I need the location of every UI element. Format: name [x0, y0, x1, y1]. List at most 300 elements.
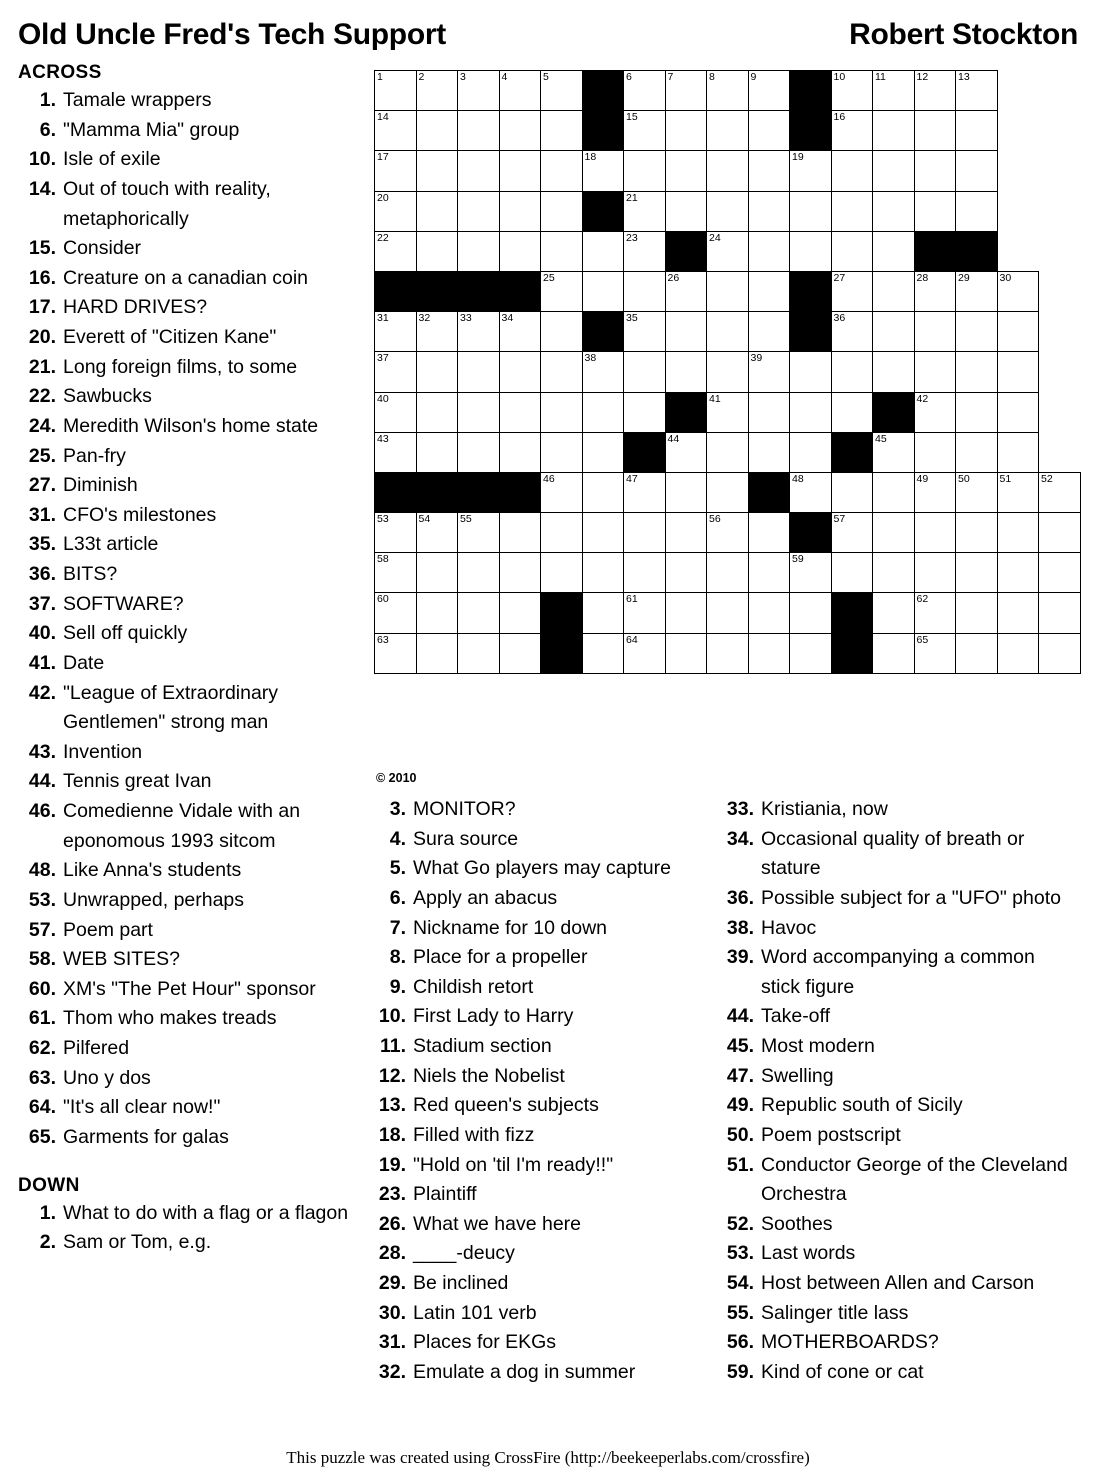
clue-item[interactable] — [18, 116, 363, 146]
clue-item[interactable] — [18, 501, 363, 531]
clue-item[interactable] — [18, 353, 363, 383]
grid-cell[interactable] — [707, 593, 749, 633]
grid-cell[interactable] — [375, 111, 417, 151]
grid-cell[interactable] — [707, 312, 749, 352]
grid-cell[interactable] — [665, 553, 707, 593]
grid-cell[interactable] — [956, 271, 998, 311]
clue-item[interactable] — [368, 1239, 708, 1269]
grid-cell[interactable] — [624, 513, 666, 553]
clue-item[interactable] — [716, 1151, 1076, 1210]
clue-number: 58. — [28, 948, 56, 971]
grid-cell[interactable] — [416, 392, 458, 432]
clue-item[interactable] — [368, 914, 708, 944]
grid-cell[interactable] — [624, 231, 666, 271]
grid-cell[interactable] — [541, 191, 583, 231]
grid-cell[interactable] — [375, 231, 417, 271]
grid-cell[interactable] — [997, 312, 1039, 352]
clue-item[interactable] — [18, 323, 363, 353]
grid-cell[interactable] — [375, 513, 417, 553]
clue-item[interactable] — [716, 1002, 1076, 1032]
clue-item[interactable] — [18, 412, 363, 442]
grid-cell[interactable] — [748, 191, 790, 231]
grid-cell[interactable] — [997, 513, 1039, 553]
grid-cell[interactable] — [914, 392, 956, 432]
grid-cell[interactable] — [375, 71, 417, 111]
grid-cell[interactable] — [665, 312, 707, 352]
grid-cell[interactable] — [748, 111, 790, 151]
clue-item[interactable] — [18, 916, 363, 946]
clue-item[interactable] — [18, 234, 363, 264]
grid-cell[interactable] — [997, 472, 1039, 512]
grid-cell[interactable] — [914, 151, 956, 191]
grid-cell[interactable] — [997, 593, 1039, 633]
clue-item[interactable] — [716, 1299, 1076, 1329]
grid-cell[interactable] — [707, 513, 749, 553]
grid-cell[interactable] — [873, 231, 915, 271]
grid-cell[interactable] — [914, 271, 956, 311]
clue-item[interactable] — [368, 1062, 708, 1092]
grid-cell[interactable] — [541, 111, 583, 151]
grid-cell[interactable] — [748, 271, 790, 311]
grid-cell[interactable] — [416, 191, 458, 231]
grid-cell[interactable] — [997, 432, 1039, 472]
clue-item[interactable] — [18, 1093, 363, 1123]
grid-cell[interactable] — [458, 191, 500, 231]
clue-number: 7. — [389, 916, 406, 939]
grid-cell[interactable] — [499, 71, 541, 111]
clue-item[interactable] — [18, 442, 363, 472]
grid-cell-number: 11 — [875, 71, 886, 83]
grid-row — [375, 151, 1081, 191]
grid-cell[interactable] — [375, 392, 417, 432]
clue-item[interactable] — [368, 1091, 708, 1121]
grid-cell[interactable] — [914, 432, 956, 472]
grid-cell[interactable] — [914, 513, 956, 553]
grid-cell[interactable] — [624, 71, 666, 111]
clue-item[interactable] — [368, 1032, 708, 1062]
grid-cell[interactable] — [375, 352, 417, 392]
grid-cell[interactable] — [458, 513, 500, 553]
grid-cell[interactable] — [665, 151, 707, 191]
clue-item[interactable] — [716, 825, 1076, 884]
clue-item[interactable] — [716, 1032, 1076, 1062]
grid-cell[interactable] — [416, 111, 458, 151]
grid-cell[interactable] — [375, 593, 417, 633]
grid-cell[interactable] — [873, 553, 915, 593]
grid-cell[interactable] — [499, 151, 541, 191]
grid-cell[interactable] — [416, 633, 458, 673]
grid-cell[interactable] — [375, 151, 417, 191]
grid-cell[interactable] — [499, 513, 541, 553]
clue-item[interactable] — [368, 1210, 708, 1240]
grid-cell[interactable] — [873, 271, 915, 311]
grid-cell[interactable] — [831, 472, 873, 512]
grid-cell[interactable] — [499, 593, 541, 633]
grid-cell[interactable] — [665, 352, 707, 392]
grid-cell[interactable] — [582, 231, 624, 271]
grid-cell[interactable] — [956, 111, 998, 151]
grid-cell[interactable] — [956, 553, 998, 593]
grid-cell[interactable] — [707, 271, 749, 311]
grid-cell[interactable] — [748, 71, 790, 111]
grid-cell[interactable] — [956, 151, 998, 191]
grid-cell[interactable] — [997, 392, 1039, 432]
grid-cell[interactable] — [831, 271, 873, 311]
grid-cell[interactable] — [873, 191, 915, 231]
grid-cell[interactable] — [624, 191, 666, 231]
clue-item[interactable] — [18, 1123, 363, 1153]
grid-cell[interactable] — [707, 553, 749, 593]
clue-item[interactable] — [18, 797, 363, 856]
grid-cell[interactable] — [956, 633, 998, 673]
grid-cell[interactable] — [541, 392, 583, 432]
grid-cell[interactable] — [582, 392, 624, 432]
clue-item[interactable] — [716, 1062, 1076, 1092]
grid-cell-block — [790, 513, 832, 553]
clue-number: 26. — [378, 1212, 406, 1235]
grid-cell[interactable] — [458, 593, 500, 633]
grid-cell[interactable] — [499, 111, 541, 151]
grid-cell[interactable] — [458, 432, 500, 472]
grid-cell[interactable] — [748, 513, 790, 553]
grid-cell[interactable] — [458, 553, 500, 593]
grid-cell[interactable] — [582, 151, 624, 191]
clue-item[interactable] — [368, 1269, 708, 1299]
grid-cell[interactable] — [665, 111, 707, 151]
grid-cell[interactable] — [956, 593, 998, 633]
clue-item[interactable] — [368, 1299, 708, 1329]
grid-cell[interactable] — [541, 432, 583, 472]
clue-text: Uno y dos — [63, 1066, 151, 1089]
grid-cell[interactable] — [416, 432, 458, 472]
clue-item[interactable] — [368, 1151, 708, 1181]
grid-cell[interactable] — [624, 271, 666, 311]
grid-cell[interactable] — [458, 231, 500, 271]
grid-cell[interactable] — [707, 392, 749, 432]
clue-item[interactable] — [18, 679, 363, 738]
grid-cell[interactable] — [499, 312, 541, 352]
clue-item[interactable] — [18, 1034, 363, 1064]
clue-item[interactable] — [716, 943, 1076, 1002]
clue-text: Sawbucks — [63, 385, 152, 408]
grid-cell[interactable] — [873, 352, 915, 392]
grid-cell[interactable] — [499, 191, 541, 231]
grid-cell[interactable] — [956, 392, 998, 432]
clue-number: 43. — [28, 740, 56, 763]
clue-item[interactable] — [18, 738, 363, 768]
grid-cell-block — [541, 593, 583, 633]
clue-item[interactable] — [18, 975, 363, 1005]
grid-cell[interactable] — [790, 191, 832, 231]
grid-cell[interactable] — [416, 71, 458, 111]
grid-cell[interactable] — [624, 392, 666, 432]
grid-cell[interactable] — [582, 271, 624, 311]
grid-cell[interactable] — [541, 352, 583, 392]
grid-cell[interactable] — [914, 191, 956, 231]
grid-cell[interactable] — [707, 71, 749, 111]
grid-cell[interactable] — [748, 392, 790, 432]
grid-cell[interactable] — [956, 472, 998, 512]
grid-cell[interactable] — [582, 432, 624, 472]
grid-cell[interactable] — [831, 191, 873, 231]
grid-cell[interactable] — [914, 553, 956, 593]
clue-item[interactable] — [716, 795, 1076, 825]
grid-cell[interactable] — [831, 553, 873, 593]
clue-item[interactable] — [368, 1180, 708, 1210]
grid-cell[interactable] — [997, 553, 1039, 593]
grid-cell[interactable] — [997, 633, 1039, 673]
grid-cell[interactable] — [790, 392, 832, 432]
grid-cell[interactable] — [831, 151, 873, 191]
grid-cell-number: 40 — [377, 392, 389, 405]
grid-cell[interactable] — [624, 111, 666, 151]
grid-cell[interactable] — [914, 111, 956, 151]
grid-cell[interactable] — [914, 593, 956, 633]
clue-item[interactable] — [368, 825, 708, 855]
grid-cell[interactable] — [914, 312, 956, 352]
grid-cell[interactable] — [997, 352, 1039, 392]
clue-item[interactable] — [716, 1269, 1076, 1299]
grid-cell[interactable] — [748, 151, 790, 191]
grid-cell[interactable] — [956, 191, 998, 231]
clue-item[interactable] — [368, 943, 708, 973]
grid-cell[interactable] — [624, 472, 666, 512]
grid-cell[interactable] — [956, 513, 998, 553]
grid-cell[interactable] — [1039, 553, 1081, 593]
grid-cell[interactable] — [873, 593, 915, 633]
grid-cell[interactable] — [624, 593, 666, 633]
grid-cell[interactable] — [831, 71, 873, 111]
grid-cell[interactable] — [748, 553, 790, 593]
grid-cell[interactable] — [624, 151, 666, 191]
grid-cell[interactable] — [624, 553, 666, 593]
grid-cell[interactable] — [499, 352, 541, 392]
grid-cell[interactable] — [541, 151, 583, 191]
clue-item[interactable] — [368, 795, 708, 825]
grid-cell[interactable] — [1039, 593, 1081, 633]
grid-cell[interactable] — [541, 312, 583, 352]
grid-cell[interactable] — [541, 71, 583, 111]
grid-cell[interactable] — [831, 513, 873, 553]
grid-cell[interactable] — [707, 231, 749, 271]
grid-cell[interactable] — [790, 553, 832, 593]
clue-item[interactable] — [18, 382, 363, 412]
clue-item[interactable] — [18, 1004, 363, 1034]
grid-cell[interactable] — [956, 432, 998, 472]
clue-item[interactable] — [716, 1210, 1076, 1240]
grid-cell[interactable] — [748, 352, 790, 392]
grid-cell[interactable] — [873, 111, 915, 151]
clue-item[interactable] — [18, 264, 363, 294]
clue-item[interactable] — [18, 530, 363, 560]
grid-cell[interactable] — [458, 312, 500, 352]
grid-cell[interactable] — [790, 633, 832, 673]
clue-item[interactable] — [716, 884, 1076, 914]
clue-item[interactable] — [716, 1358, 1076, 1388]
grid-cell[interactable] — [914, 71, 956, 111]
grid-cell[interactable] — [873, 472, 915, 512]
grid-cell[interactable] — [665, 432, 707, 472]
grid-cell[interactable] — [914, 352, 956, 392]
grid-cell[interactable] — [458, 633, 500, 673]
grid-cell[interactable] — [873, 312, 915, 352]
grid-cell[interactable] — [997, 271, 1039, 311]
grid-cell[interactable] — [499, 231, 541, 271]
clue-item[interactable] — [368, 1358, 708, 1388]
grid-cell[interactable] — [873, 151, 915, 191]
grid-cell[interactable] — [665, 472, 707, 512]
grid-cell[interactable] — [582, 513, 624, 553]
grid-cell[interactable] — [873, 71, 915, 111]
grid-cell[interactable] — [790, 472, 832, 512]
grid-cell[interactable] — [416, 312, 458, 352]
grid-cell[interactable] — [541, 231, 583, 271]
grid-cell[interactable] — [624, 352, 666, 392]
grid-cell[interactable] — [458, 392, 500, 432]
grid-cell[interactable] — [748, 633, 790, 673]
grid-cell[interactable] — [499, 392, 541, 432]
clue-item[interactable] — [716, 1328, 1076, 1358]
clue-item[interactable] — [716, 1091, 1076, 1121]
grid-cell[interactable] — [956, 312, 998, 352]
grid-cell[interactable] — [665, 513, 707, 553]
grid-cell[interactable] — [831, 392, 873, 432]
grid-cell-block — [665, 392, 707, 432]
grid-cell[interactable] — [748, 312, 790, 352]
clue-item[interactable] — [18, 619, 363, 649]
grid-cell[interactable] — [582, 633, 624, 673]
grid-cell[interactable] — [914, 633, 956, 673]
grid-cell[interactable] — [499, 432, 541, 472]
grid-cell[interactable] — [873, 633, 915, 673]
clue-item[interactable] — [368, 1328, 708, 1358]
grid-cell[interactable] — [416, 593, 458, 633]
grid-cell[interactable] — [665, 71, 707, 111]
grid-cell[interactable] — [582, 553, 624, 593]
crossword-grid[interactable] — [374, 70, 1081, 674]
clue-item[interactable] — [368, 854, 708, 884]
clue-item[interactable] — [18, 1199, 363, 1229]
grid-cell[interactable] — [582, 593, 624, 633]
clue-item[interactable] — [716, 914, 1076, 944]
clue-item[interactable] — [18, 590, 363, 620]
grid-cell[interactable] — [458, 352, 500, 392]
grid-cell[interactable] — [416, 513, 458, 553]
grid-cell[interactable] — [375, 633, 417, 673]
grid-cell[interactable] — [624, 312, 666, 352]
grid-cell[interactable] — [790, 593, 832, 633]
clue-item[interactable] — [18, 175, 363, 234]
grid-cell[interactable] — [790, 352, 832, 392]
grid-cell[interactable] — [624, 633, 666, 673]
grid-cell[interactable] — [831, 312, 873, 352]
grid-cell[interactable] — [956, 71, 998, 111]
grid-cell[interactable] — [831, 352, 873, 392]
grid-cell[interactable] — [665, 271, 707, 311]
grid-cell[interactable] — [707, 352, 749, 392]
grid-cell[interactable] — [665, 593, 707, 633]
clue-item[interactable] — [18, 856, 363, 886]
grid-cell[interactable] — [707, 472, 749, 512]
grid-cell[interactable] — [790, 231, 832, 271]
grid-cell[interactable] — [375, 312, 417, 352]
grid-cell[interactable] — [748, 432, 790, 472]
grid-cell[interactable] — [873, 513, 915, 553]
grid-cell[interactable] — [707, 633, 749, 673]
grid-cell[interactable] — [956, 352, 998, 392]
clue-item[interactable] — [18, 145, 363, 175]
grid-cell[interactable] — [1039, 513, 1081, 553]
clue-number: 33. — [726, 798, 754, 820]
clue-item[interactable] — [18, 560, 363, 590]
clue-item[interactable] — [368, 1002, 708, 1032]
clue-item[interactable] — [18, 293, 363, 323]
clue-item[interactable] — [18, 86, 363, 116]
grid-cell[interactable] — [375, 553, 417, 593]
grid-cell[interactable] — [416, 151, 458, 191]
grid-cell-number: 4 — [501, 71, 508, 83]
grid-cell[interactable] — [873, 432, 915, 472]
clue-item[interactable] — [368, 1121, 708, 1151]
grid-cell[interactable] — [707, 191, 749, 231]
grid-cell[interactable] — [375, 191, 417, 231]
grid-cell[interactable] — [790, 151, 832, 191]
grid-cell[interactable] — [458, 71, 500, 111]
grid-cell[interactable] — [748, 231, 790, 271]
grid-cell[interactable] — [582, 352, 624, 392]
grid-cell[interactable] — [831, 111, 873, 151]
grid-cell[interactable] — [748, 593, 790, 633]
grid-cell[interactable] — [707, 111, 749, 151]
grid-cell[interactable] — [914, 472, 956, 512]
grid-cell[interactable] — [416, 231, 458, 271]
grid-cell[interactable] — [416, 553, 458, 593]
grid-cell[interactable] — [541, 271, 583, 311]
grid-cell[interactable] — [458, 151, 500, 191]
grid-cell[interactable] — [541, 553, 583, 593]
grid-cell[interactable] — [831, 231, 873, 271]
clue-item[interactable] — [18, 1228, 363, 1258]
clue-item[interactable] — [716, 1121, 1076, 1151]
clue-item[interactable] — [716, 1239, 1076, 1269]
clue-item[interactable] — [18, 471, 363, 501]
grid-cell[interactable] — [790, 432, 832, 472]
grid-cell[interactable] — [1039, 472, 1081, 512]
clue-item[interactable] — [18, 767, 363, 797]
grid-cell[interactable] — [707, 151, 749, 191]
grid-cell[interactable] — [458, 111, 500, 151]
grid-cell[interactable] — [665, 191, 707, 231]
grid-cell[interactable] — [582, 472, 624, 512]
grid-cell[interactable] — [665, 633, 707, 673]
clue-item[interactable] — [18, 1064, 363, 1094]
grid-cell[interactable] — [499, 553, 541, 593]
clue-item[interactable] — [18, 945, 363, 975]
clue-item[interactable] — [368, 884, 708, 914]
grid-cell[interactable] — [707, 432, 749, 472]
grid-cell[interactable] — [541, 513, 583, 553]
grid-cell[interactable] — [1039, 633, 1081, 673]
grid-cell[interactable] — [541, 472, 583, 512]
clue-item[interactable] — [18, 649, 363, 679]
grid-cell-number: 61 — [626, 593, 638, 606]
grid-cell[interactable] — [499, 633, 541, 673]
clue-item[interactable] — [18, 886, 363, 916]
crossword-grid-table[interactable] — [374, 70, 1081, 674]
grid-cell[interactable] — [375, 432, 417, 472]
clue-item[interactable] — [368, 973, 708, 1003]
grid-cell[interactable] — [416, 352, 458, 392]
